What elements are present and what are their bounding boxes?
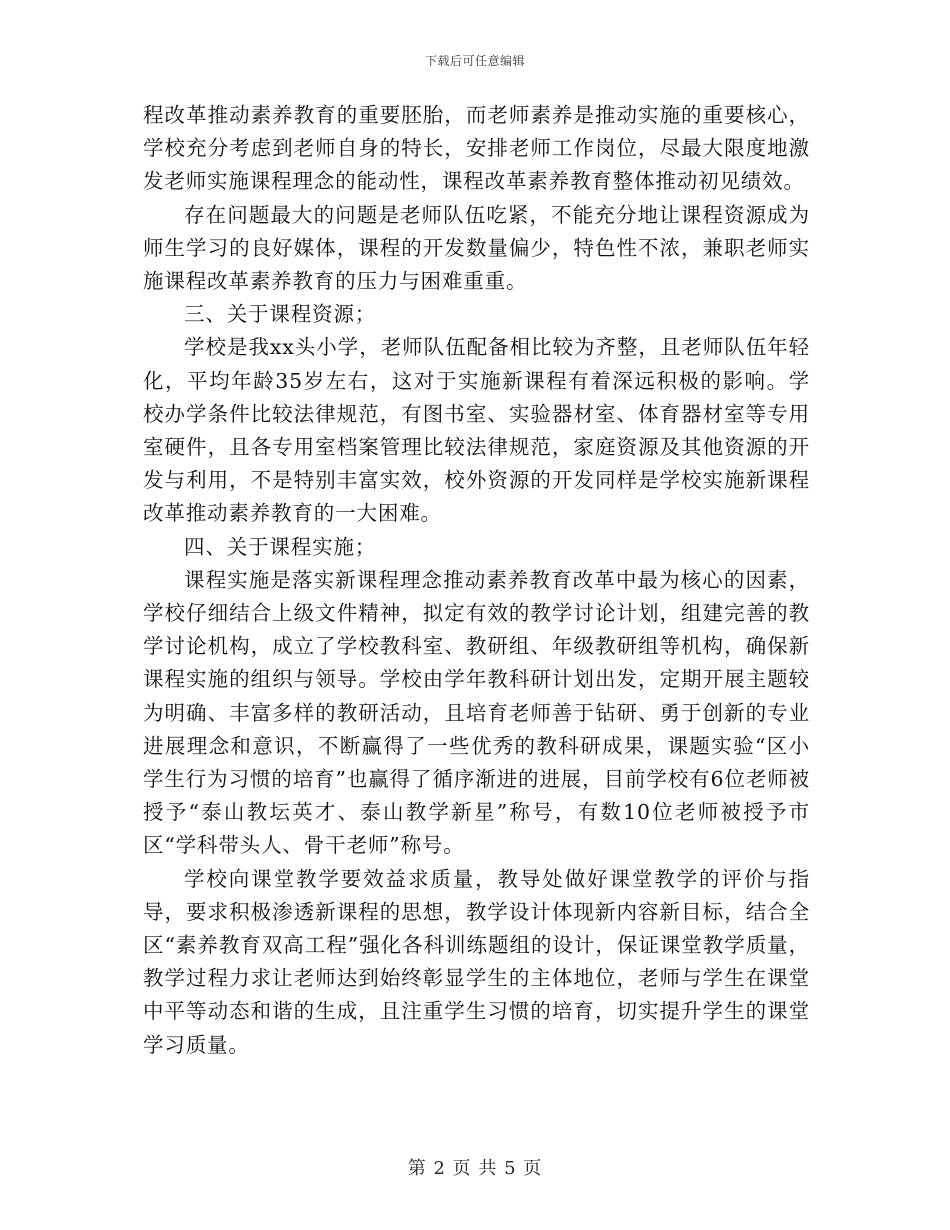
document-body <box>143 99 810 1062</box>
paragraph-classroom-teaching: 学校向课堂教学要效益求质量，教导处做好课堂教学的评价与指导，要求积极渗透新课程的思想，教学设计体现新内容新目标，结合全区“素养教育双高工程”强化各科训练题组的设计，保证课堂教学质量，教学过程力求让老师达到始终彰显学生的主体地位，老师与学生在课堂中平等动态和谐的生成，且注重学生习惯的培育，切实提升学生的课堂学习质量。 <box>143 866 810 1057</box>
section-heading-course-resources: 三、关于课程资源； <box>184 302 377 327</box>
paragraph-course-implementation: 课程实施是落实新课程理念推动素养教育改革中最为核心的因素，学校仔细结合上级文件精神，拟定有效的教学讨论计划，组建完善的教学讨论机构，成立了学校教科室、教研组、年级教研组等机构，确保新课程实施的组织与领导。学校由学年教科研计划出发，定期开展主题较为明确、丰富多样的教研活动，且培育老师善于钻研、勇于创新的专业进展理念和意识，不断赢得了一些优秀的教科研成果，课题实验“区小学生行为习惯的培育”也赢得了循序渐进的进展，目前学校有6位老师被授予“泰山教坛英才、泰山教学新星”称号，有数10位老师被授予市区“学科带头人、骨干老师”称号。 <box>143 567 810 858</box>
section-heading-course-implementation: 四、关于课程实施； <box>184 534 377 559</box>
paragraph-course-resources: 学校是我xx头小学，老师队伍配备相比较为齐整，且老师队伍年轻化，平均年龄35岁左右，这对于实施新课程有着深远积极的影响。学校办学条件比较法律规范，有图书室、实验器材室、体育器材室等专用室硬件，且各专用室档案管理比较法律规范，家庭资源及其他资源的开发与利用，不是特别丰富实效，校外资源的开发同样是学校实施新课程改革推动素养教育的一大困难。 <box>143 335 810 526</box>
paragraph-continuation: 程改革推动素养教育的重要胚胎，而老师素养是推动实施的重要核心，学校充分考虑到老师自身的特长，安排老师工作岗位，尽最大限度地激发老师实施课程理念的能动性，课程改革素养教育整体推动初见绩效。 <box>143 103 810 194</box>
page-header: 下载后可任意编辑 <box>424 54 525 68</box>
page-number-footer: 第 2 页 共 5 页 <box>407 1158 543 1179</box>
paragraph-problems: 存在问题最大的问题是老师队伍吃紧，不能充分地让课程资源成为师生学习的良好媒体，课程的开发数量偏少，特色性不浓，兼职老师实施课程改革素养教育的压力与困难重重。 <box>143 202 810 294</box>
